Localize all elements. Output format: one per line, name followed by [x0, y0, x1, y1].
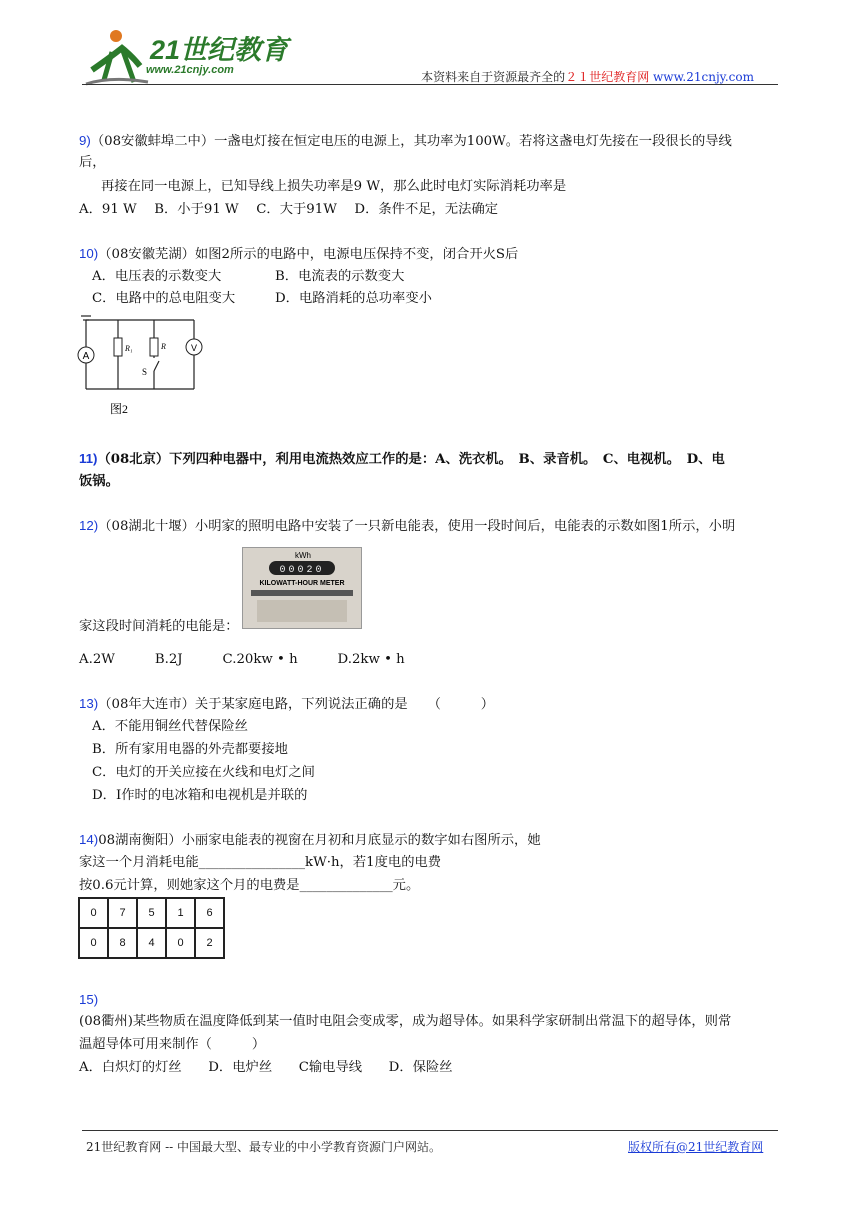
- q10-opt-a: A．电压表的示数变大: [92, 269, 222, 284]
- reading-digit: 8: [108, 928, 137, 958]
- reading-digit: 2: [195, 928, 224, 958]
- q15-num: 15): [79, 992, 99, 1007]
- reading-digit: 1: [166, 898, 195, 928]
- reading-digit: 0: [79, 928, 108, 958]
- resistor-r2-icon: [150, 338, 158, 356]
- switch-label: S: [142, 367, 148, 377]
- resistor-r1-icon: [114, 338, 122, 356]
- q10-line1: 10)（08安徽芜湖）如图2所示的电路中，电源电压保持不变，闭合开火S后: [79, 246, 519, 262]
- r1-label: R₁: [125, 344, 133, 353]
- meter-title: KILOWATT-HOUR METER: [259, 580, 345, 587]
- q14-line3: 按0.6元计算，则她家这个月的电费是______________元。: [79, 878, 420, 893]
- q12-line1: 12)（08湖北十堰）小明家的照明电路中安装了一只新电能表，使用一段时间后，电能表的示数如图1所示，小明: [79, 518, 736, 534]
- q9-line3: 再接在同一电源上，已知导线上损失功率是9 W，那么此时电灯实际消耗功率是: [101, 179, 567, 194]
- q10-opt-c: C．电路中的总电阻变大: [92, 291, 236, 306]
- header-note: [421, 68, 754, 85]
- q14-meter-readings: [78, 897, 225, 959]
- reading-row-end: [79, 928, 224, 958]
- reading-digit: 6: [195, 898, 224, 928]
- reading-digit: 7: [108, 898, 137, 928]
- q12-options: A.2W B.2J C.20kw • h D.2kw • h: [79, 652, 405, 667]
- q11-line1: 11)（08北京）下列四种电器中，利用电流热效应工作的是：A、洗衣机。 B、录音机。 C、电视机。 D、电: [79, 451, 725, 467]
- q9-line2: 后，: [79, 155, 106, 170]
- q10-opt-b: B．电流表的示数变大: [275, 269, 405, 284]
- voltmeter-label: V: [190, 343, 198, 353]
- electricity-meter-icon: [243, 548, 361, 628]
- r2-label: R: [161, 342, 166, 351]
- reading-digit: 0: [79, 898, 108, 928]
- q13-line1: 13)（08年大连市）关于某家庭电路，下列说法正确的是 （ ）: [79, 696, 495, 712]
- q13-opt-b: B．所有家用电器的外壳都要接地: [92, 742, 288, 757]
- reading-digit: 4: [137, 928, 166, 958]
- q15-options: A．白炽灯的灯丝 D．电炉丝 C输电导线 D．保险丝: [79, 1060, 453, 1075]
- reading-digit: 0: [166, 928, 195, 958]
- runner-logo-icon: [82, 26, 152, 88]
- q13-opt-c: C．电灯的开关应接在火线和电灯之间: [92, 765, 315, 780]
- footer-divider: [82, 1130, 778, 1131]
- q14-line2: 家这一个月消耗电能________________kW·h，若1度电的电费: [79, 855, 442, 870]
- meter-unit: kWh: [295, 551, 311, 560]
- footer-copyright-link[interactable]: 版权所有@21世纪教育网: [628, 1140, 764, 1154]
- header-note-site: ２１世纪教育网: [565, 70, 650, 84]
- q11-line2: 饭锅。: [79, 474, 119, 489]
- ammeter-label: A: [82, 351, 90, 362]
- logo-text: 21世纪教育: [150, 35, 289, 65]
- q10-opt-d: D．电路消耗的总功率变小: [275, 291, 432, 306]
- q9-options: A．91 W B．小于91 W C．大于91W D．条件不足，无法确定: [79, 202, 499, 217]
- q13-opt-d: D．I作时的电冰箱和电视机是并联的: [92, 788, 308, 803]
- q12-meter-photo: [242, 547, 362, 629]
- q9-line1: 9)（08安徽蚌埠二中）一盏电灯接在恒定电压的电源上，其功率为100W。若将这盏电灯先接在一段很长的导线: [79, 133, 732, 149]
- header-divider: [82, 84, 778, 85]
- figure-caption: 图2: [110, 402, 129, 416]
- q10-circuit-diagram: [74, 313, 210, 419]
- reading-row-start: [79, 898, 224, 928]
- footer-tagline: 21世纪教育网 -- 中国最大型、最专业的中小学教育资源门户网站。: [86, 1140, 442, 1154]
- q15-line2: 温超导体可用来制作（ ）: [79, 1037, 266, 1052]
- logo-url: www.21cnjy.com: [146, 64, 234, 76]
- meter-digits: 00020: [279, 565, 325, 576]
- header-note-prefix: 本资料来自于资源最齐全的: [421, 70, 566, 84]
- q12-line2: 家这段时间消耗的电能是：: [79, 619, 239, 634]
- q14-line1: 14)08湖南衡阳）小丽家电能表的视窗在月初和月底显示的数字如右图所示，她: [79, 832, 541, 848]
- q15-line1: (08衢州)某些物质在温度降低到某一值时电阻会变成零，成为超导体。如果科学家研制出常温下的超导体，则常: [79, 1014, 732, 1029]
- header-note-url[interactable]: www.21cnjy.com: [653, 70, 754, 84]
- q13-opt-a: A．不能用铜丝代替保险丝: [92, 719, 248, 734]
- reading-digit: 5: [137, 898, 166, 928]
